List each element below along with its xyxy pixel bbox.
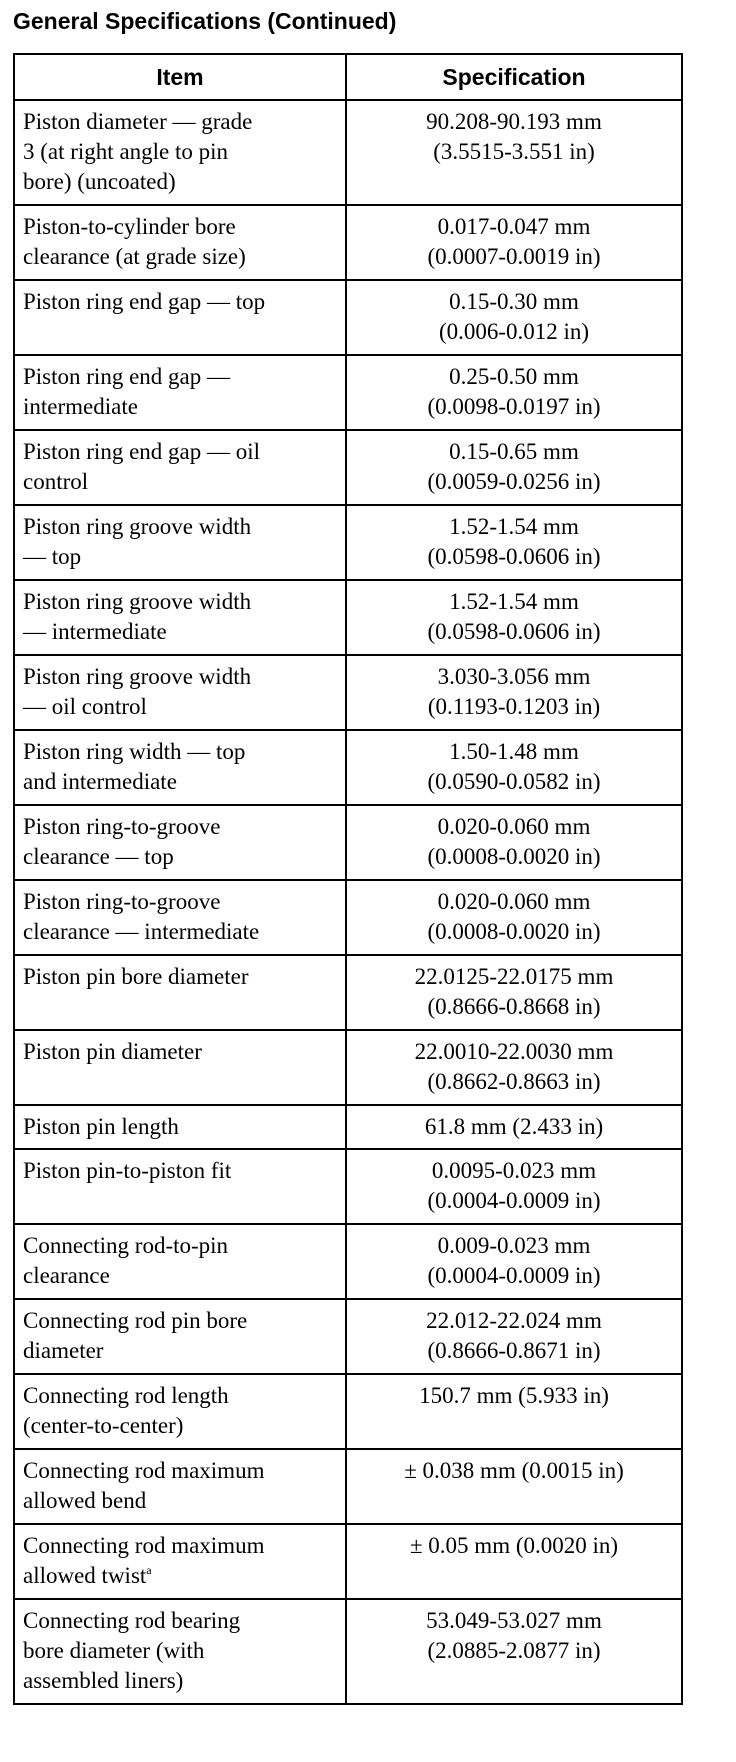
table-row [14, 805, 682, 880]
specification-text: (3.5515-3.551 in) [433, 139, 595, 164]
item-text: Piston ring groove width [23, 514, 252, 539]
specification-text: (0.0008-0.0020 in) [427, 919, 601, 944]
specification-text: 0.15-0.65 mm [449, 439, 579, 464]
specification-cell [346, 355, 682, 430]
item-text-line [23, 107, 339, 137]
item-text-line [23, 1411, 339, 1441]
specification-text: 1.50-1.48 mm [449, 739, 579, 764]
item-text-line [23, 467, 339, 497]
item-text-line [23, 737, 339, 767]
item-text-line [23, 287, 339, 317]
item-cell [14, 655, 346, 730]
item-cell [14, 1105, 346, 1149]
table-row [14, 1299, 682, 1374]
table-row [14, 1224, 682, 1299]
specification-cell [346, 205, 682, 280]
item-text-line [23, 1112, 339, 1142]
item-text: Piston ring groove width [23, 664, 252, 689]
specification-text: (0.0598-0.0606 in) [427, 619, 601, 644]
specification-text: (0.0004-0.0009 in) [427, 1188, 601, 1213]
specification-text: (2.0885-2.0877 in) [427, 1638, 601, 1663]
item-cell [14, 1374, 346, 1449]
item-text: Connecting rod length [23, 1383, 229, 1408]
specification-text: (0.0590-0.0582 in) [427, 769, 601, 794]
specification-text: 150.7 mm (5.933 in) [419, 1383, 609, 1408]
table-row [14, 1599, 682, 1704]
specification-cell [346, 955, 682, 1030]
specification-text: 0.15-0.30 mm [449, 289, 579, 314]
item-text: Piston ring-to-groove [23, 814, 221, 839]
item-text-line [23, 1636, 339, 1666]
item-text: clearance — top [23, 844, 174, 869]
specification-cell [346, 1030, 682, 1105]
specification-text: (0.0008-0.0020 in) [427, 844, 601, 869]
item-text: control [23, 469, 89, 494]
item-text-line [23, 917, 339, 947]
table-row [14, 1030, 682, 1105]
specification-text: ± 0.05 mm (0.0020 in) [409, 1533, 619, 1558]
item-text-line [23, 1456, 339, 1486]
specification-text: (0.8662-0.8663 in) [427, 1069, 601, 1094]
specification-text: 3.030-3.056 mm [437, 664, 591, 689]
item-cell [14, 805, 346, 880]
item-text: Piston pin-to-piston fit [23, 1158, 232, 1183]
item-cell [14, 580, 346, 655]
item-text: Piston ring-to-groove [23, 889, 221, 914]
table-row [14, 280, 682, 355]
item-text-line [23, 1037, 339, 1067]
specification-cell [346, 100, 682, 205]
item-text: Piston ring end gap — [23, 364, 230, 389]
table-row [14, 355, 682, 430]
item-text-line [23, 812, 339, 842]
table-row [14, 730, 682, 805]
specification-text: 0.020-0.060 mm [437, 814, 591, 839]
item-text-line [23, 1606, 339, 1636]
specification-text: (0.8666-0.8668 in) [427, 994, 601, 1019]
item-cell [14, 430, 346, 505]
item-cell [14, 1224, 346, 1299]
table-row [14, 430, 682, 505]
item-cell [14, 1524, 346, 1599]
item-text: Piston ring width — top [23, 739, 246, 764]
item-text-line [23, 1231, 339, 1261]
item-text-line [23, 662, 339, 692]
specification-text: 22.0125-22.0175 mm [414, 964, 614, 989]
item-text-line [23, 692, 339, 722]
specification-cell [346, 430, 682, 505]
specification-text: 0.020-0.060 mm [437, 889, 591, 914]
specification-cell [346, 1149, 682, 1224]
specification-text: (0.006-0.012 in) [438, 319, 590, 344]
item-text: (center-to-center) [23, 1413, 184, 1438]
item-text-line [23, 242, 339, 272]
item-text: assembled liners) [23, 1668, 184, 1693]
item-text: allowed bend [23, 1488, 147, 1513]
item-text: Piston ring end gap — oil [23, 439, 261, 464]
specification-text: 0.009-0.023 mm [437, 1233, 591, 1258]
item-text: Piston pin bore diameter [23, 964, 249, 989]
item-text: bore) (uncoated) [23, 169, 176, 194]
item-cell [14, 100, 346, 205]
specification-cell [346, 880, 682, 955]
table-row [14, 205, 682, 280]
specification-cell [346, 505, 682, 580]
specification-text: (0.0598-0.0606 in) [427, 544, 601, 569]
table-row [14, 1524, 682, 1599]
item-text: Connecting rod maximum [23, 1533, 265, 1558]
item-text: bore diameter (with [23, 1638, 205, 1663]
item-text: Piston ring end gap — top [23, 289, 266, 314]
specification-text: 0.017-0.047 mm [437, 214, 591, 239]
item-text: Connecting rod maximum [23, 1458, 265, 1483]
item-text: Piston ring groove width [23, 589, 252, 614]
table-row [14, 1105, 682, 1149]
item-text: clearance [23, 1263, 110, 1288]
item-text: Connecting rod pin bore [23, 1308, 248, 1333]
item-cell [14, 880, 346, 955]
item-text-line [23, 392, 339, 422]
item-text: Piston pin length [23, 1114, 179, 1139]
table-row [14, 655, 682, 730]
item-text: clearance (at grade size) [23, 244, 246, 269]
item-text-line [23, 137, 339, 167]
item-cell [14, 205, 346, 280]
item-text: — intermediate [23, 619, 167, 644]
specification-cell [346, 805, 682, 880]
item-text: — oil control [23, 694, 147, 719]
item-text-line [23, 617, 339, 647]
specification-text: (0.0004-0.0009 in) [427, 1263, 601, 1288]
table-row [14, 1449, 682, 1524]
item-text-line [23, 212, 339, 242]
specification-text: 0.0095-0.023 mm [431, 1158, 597, 1183]
item-cell [14, 280, 346, 355]
item-text: Piston-to-cylinder bore [23, 214, 236, 239]
item-cell [14, 1299, 346, 1374]
item-text: Connecting rod bearing [23, 1608, 241, 1633]
item-cell [14, 1149, 346, 1224]
specification-cell [346, 730, 682, 805]
specification-cell [346, 580, 682, 655]
specification-text: ± 0.038 mm (0.0015 in) [404, 1458, 624, 1483]
item-text-line [23, 437, 339, 467]
specification-text: 0.25-0.50 mm [449, 364, 579, 389]
specification-text: (0.0059-0.0256 in) [427, 469, 601, 494]
table-row [14, 580, 682, 655]
item-text: clearance — intermediate [23, 919, 260, 944]
item-text: Piston diameter — grade [23, 109, 253, 134]
specification-text: 22.012-22.024 mm [426, 1308, 602, 1333]
table-row [14, 505, 682, 580]
item-text-line [23, 542, 339, 572]
item-text-line [23, 1486, 339, 1516]
specification-cell [346, 1224, 682, 1299]
table-row [14, 100, 682, 205]
table-row [14, 880, 682, 955]
item-cell [14, 955, 346, 1030]
item-text-line [23, 1156, 339, 1186]
item-text: allowed twist [23, 1563, 147, 1588]
item-text: — top [23, 544, 82, 569]
item-text: Connecting rod-to-pin [23, 1233, 229, 1258]
footnote-marker: a [146, 1563, 152, 1577]
specification-cell [346, 1599, 682, 1704]
table-body [14, 100, 682, 1704]
table-row [14, 1149, 682, 1224]
specification-text: (0.1193-0.1203 in) [427, 694, 601, 719]
specification-cell [346, 655, 682, 730]
item-text-line [23, 587, 339, 617]
specification-text: 61.8 mm (2.433 in) [424, 1114, 604, 1139]
specification-cell [346, 280, 682, 355]
item-text-line [23, 767, 339, 797]
item-cell [14, 355, 346, 430]
specification-cell [346, 1374, 682, 1449]
item-text-line [23, 962, 339, 992]
item-cell [14, 730, 346, 805]
item-cell [14, 1030, 346, 1105]
item-text-line [23, 1261, 339, 1291]
specification-text: 1.52-1.54 mm [449, 589, 579, 614]
item-text-line [23, 1306, 339, 1336]
item-text-line [23, 887, 339, 917]
specifications-table [13, 53, 683, 1705]
specification-text: (0.0098-0.0197 in) [427, 394, 601, 419]
item-text-line [23, 1336, 339, 1366]
item-text: Piston pin diameter [23, 1039, 202, 1064]
specification-cell [346, 1524, 682, 1599]
specification-cell [346, 1105, 682, 1149]
item-text: diameter [23, 1338, 104, 1363]
specification-text: (0.0007-0.0019 in) [427, 244, 601, 269]
table-row [14, 1374, 682, 1449]
specification-text: (0.8666-0.8671 in) [427, 1338, 601, 1363]
item-text-line [23, 362, 339, 392]
item-text-line [23, 842, 339, 872]
table-row [14, 955, 682, 1030]
item-text: and intermediate [23, 769, 177, 794]
header-item: Item [14, 54, 346, 100]
item-text-line [23, 167, 339, 197]
item-text-line [23, 1531, 339, 1561]
section-title: General Specifications (Continued) [13, 8, 397, 34]
specification-text: 90.208-90.193 mm [426, 109, 602, 134]
specification-text: 1.52-1.54 mm [449, 514, 579, 539]
table-header-row [14, 54, 682, 100]
item-text-line [23, 1561, 339, 1591]
item-text: intermediate [23, 394, 138, 419]
item-cell [14, 1599, 346, 1704]
item-text-line [23, 512, 339, 542]
specification-text: 53.049-53.027 mm [426, 1608, 602, 1633]
item-cell [14, 1449, 346, 1524]
specification-text: 22.0010-22.0030 mm [414, 1039, 614, 1064]
item-text-line [23, 1381, 339, 1411]
item-text-line [23, 1666, 339, 1696]
item-text: 3 (at right angle to pin [23, 139, 229, 164]
item-cell [14, 505, 346, 580]
specification-cell [346, 1299, 682, 1374]
header-specification: Specification [346, 54, 682, 100]
specification-cell [346, 1449, 682, 1524]
